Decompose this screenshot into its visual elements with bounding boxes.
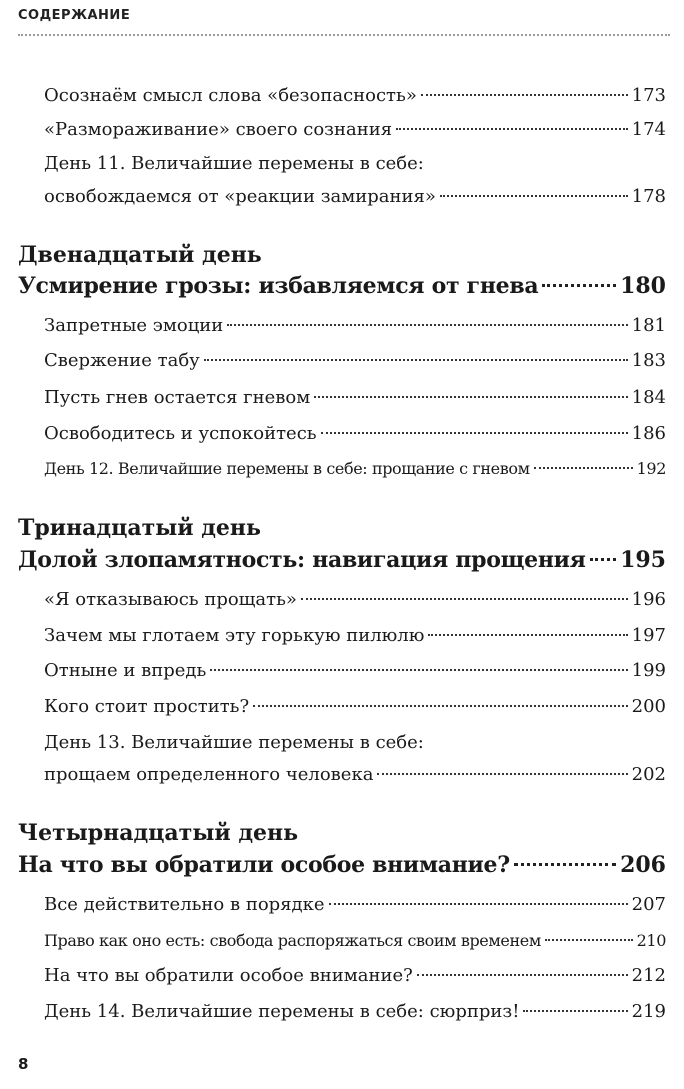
leader-dots — [523, 1010, 627, 1012]
toc-entry[interactable]: Зачем мы глотаем эту горькую пилюлю 197 — [44, 625, 666, 646]
leader-dots — [253, 705, 628, 707]
chapter-title: Двенадцатый день — [18, 242, 262, 268]
toc-entry[interactable]: Все действительно в порядке 207 — [44, 894, 666, 915]
toc-entry[interactable]: «Размораживание» своего сознания 174 — [44, 119, 666, 140]
leader-dots — [514, 863, 616, 866]
chapter-subtitle[interactable]: На что вы обратили особое внимание? 206 — [18, 852, 666, 878]
leader-dots — [545, 939, 633, 941]
leader-dots — [204, 359, 628, 361]
leader-dots — [377, 773, 627, 775]
toc-entry[interactable]: Освободитесь и успокойтесь 186 — [44, 423, 666, 444]
running-head: СОДЕРЖАНИЕ — [18, 8, 131, 23]
leader-dots — [590, 558, 616, 561]
toc-entry[interactable]: Кого стоит простить? 200 — [44, 696, 666, 717]
toc-entry[interactable]: Свержение табу 183 — [44, 350, 666, 371]
leader-dots — [417, 974, 628, 976]
leader-dots — [428, 634, 627, 636]
toc-entry[interactable]: На что вы обратили особое внимание? 212 — [44, 965, 666, 986]
chapter-title: Тринадцатый день — [18, 515, 261, 541]
page-number: 8 — [18, 1055, 29, 1073]
toc-entry[interactable]: День 14. Величайшие перемены в себе: сюрприз! 219 — [44, 1001, 666, 1022]
leader-dots — [301, 598, 628, 600]
leader-dots — [329, 903, 628, 905]
leader-dots — [542, 284, 616, 287]
toc-entry[interactable]: Запретные эмоции 181 — [44, 315, 666, 336]
leader-dots — [421, 94, 628, 96]
toc-entry[interactable]: прощаем определенного человека 202 — [44, 764, 666, 785]
leader-dots — [227, 324, 627, 326]
toc-entry-line1: День 13. Величайшие перемены в себе: — [44, 732, 424, 753]
leader-dots — [210, 669, 627, 671]
toc-entry[interactable]: Отныне и впредь 199 — [44, 660, 666, 681]
chapter-subtitle[interactable]: Усмирение грозы: избавляемся от гнева 180 — [18, 273, 666, 299]
chapter-subtitle[interactable]: Долой злопамятность: навигация прощения 195 — [18, 547, 666, 573]
leader-dots — [440, 195, 628, 197]
toc-entry[interactable]: Право как оно есть: свобода распоряжаться своим временем 210 — [44, 931, 666, 950]
toc-entry[interactable]: «Я отказываюсь прощать» 196 — [44, 589, 666, 610]
leader-dots — [396, 128, 628, 130]
leader-dots — [321, 432, 628, 434]
toc-entry-line1: День 11. Величайшие перемены в себе: — [44, 153, 424, 174]
toc-entry[interactable]: Пусть гнев остается гневом 184 — [44, 387, 666, 408]
header-divider — [18, 34, 670, 36]
leader-dots — [534, 467, 633, 469]
leader-dots — [314, 396, 627, 398]
toc-entry[interactable]: Осознаём смысл слова «безопасность» 173 — [44, 85, 666, 106]
toc-entry[interactable]: освобождаемся от «реакции замирания» 178 — [44, 186, 666, 207]
chapter-title: Четырнадцатый день — [18, 820, 299, 846]
toc-entry[interactable]: День 12. Величайшие перемены в себе: прощание с гневом 192 — [44, 459, 666, 478]
